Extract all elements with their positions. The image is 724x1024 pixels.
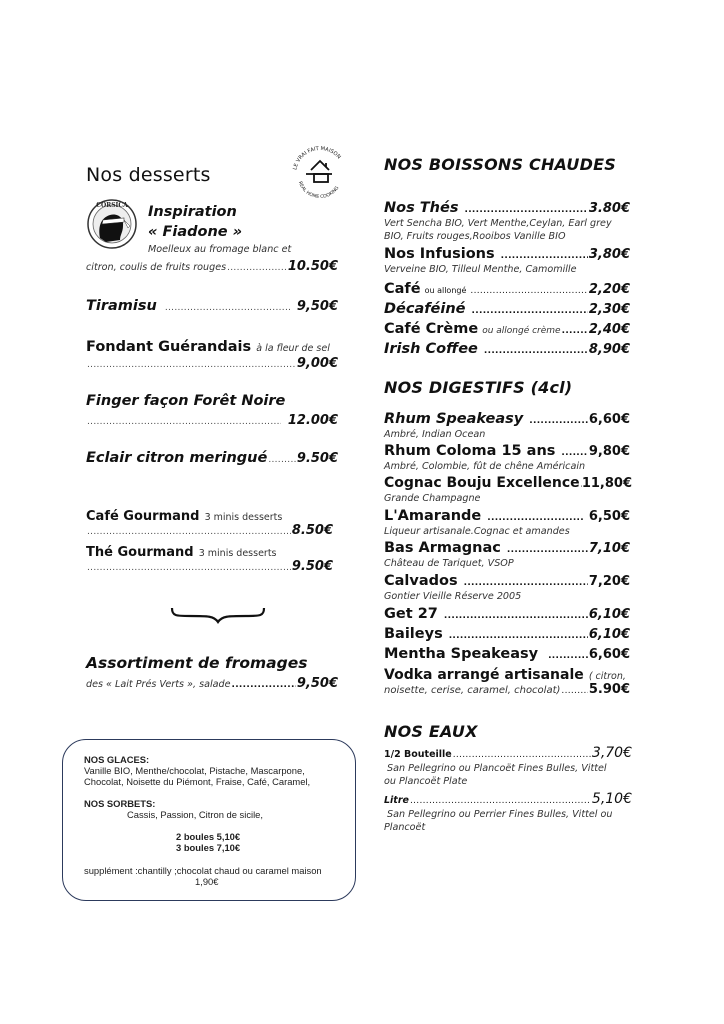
- sorbets-title: NOS SORBETS:: [84, 798, 156, 809]
- item-vodka-title: [384, 664, 626, 683]
- desserts-title: Nos desserts: [86, 164, 211, 186]
- item-tiramisu-row: [86, 298, 338, 314]
- item-get27-price: 6,10€: [588, 607, 630, 622]
- item-thes-row: [384, 200, 630, 216]
- item-decafeine-name: Décaféiné: [384, 301, 466, 317]
- leader-dots: [444, 611, 588, 621]
- item-rhum-coloma-name: Rhum Coloma 15 ans: [384, 443, 556, 459]
- item-baileys-name: Baileys: [384, 626, 443, 642]
- item-mentha-row: [384, 646, 630, 662]
- leader-dots: [87, 563, 291, 573]
- item-finger-price: 12.00€: [287, 413, 338, 428]
- item-the-gourmand-price: 9.50€: [291, 559, 333, 574]
- item-vodka-price: 5.90€: [588, 682, 630, 697]
- leader-dots: [470, 286, 587, 296]
- item-cafe-row: [384, 281, 630, 297]
- leader-dots: [453, 750, 591, 760]
- item-demi-bouteille-row: [384, 745, 632, 761]
- item-rhum-coloma-desc: Ambré, Colombie, fût de chêne Américain: [384, 461, 586, 472]
- leader-dots: [561, 686, 587, 696]
- item-amarande-price: 6,50€: [588, 509, 630, 524]
- item-armagnac-price: 7,10€: [588, 541, 630, 556]
- leader-dots: [449, 631, 588, 641]
- leader-dots: [87, 527, 291, 537]
- item-fiadone-name-line2: « Fiadone »: [148, 224, 243, 240]
- leader-dots: [231, 680, 295, 690]
- item-thes-price: 3.80€: [588, 201, 630, 216]
- item-fiadone-price: 10.50€: [287, 259, 338, 274]
- item-irish-name: Irish Coffee: [384, 341, 478, 357]
- leader-dots: [529, 416, 588, 426]
- digestifs-title: NOS DIGESTIFS (4cl): [384, 378, 573, 397]
- eaux-title: NOS EAUX: [384, 722, 478, 741]
- leader-dots: [464, 578, 588, 588]
- item-litre-price: 5,10€: [591, 791, 632, 807]
- item-cafe-note: ou allongé: [424, 286, 467, 295]
- item-thes-desc1: Vert Sencha BIO, Vert Menthe,Ceylan, Earl grey: [384, 218, 612, 229]
- item-infusions-row: [384, 246, 630, 262]
- item-calvados-row: [384, 573, 630, 589]
- item-cognac-price: 11,80€: [581, 476, 632, 491]
- item-fiadone-desc-line2: citron, coulis de fruits rouges: [86, 262, 227, 273]
- item-cafe-creme-price: 2,40€: [588, 322, 630, 337]
- item-demi-bouteille-desc2: ou Plancoët Plate: [384, 776, 468, 787]
- item-the-gourmand-title: [86, 541, 277, 560]
- item-fiadone-row: [86, 259, 338, 274]
- item-vodka-name: Vodka arrangé artisanale: [384, 667, 584, 683]
- sorbets-line: Cassis, Passion, Citron de sicile,: [127, 809, 263, 820]
- leader-dots: [487, 513, 584, 523]
- item-infusions-desc: Verveine BIO, Tilleul Menthe, Camomille: [384, 264, 577, 275]
- item-cognac-desc: Grande Champagne: [384, 493, 481, 504]
- leader-dots: [561, 448, 587, 458]
- item-fondant-note: à la fleur de sel: [256, 343, 330, 354]
- item-infusions-price: 3,80€: [588, 247, 630, 262]
- item-irish-row: [384, 341, 630, 357]
- item-cafe-creme-row: [384, 321, 630, 337]
- item-calvados-price: 7,20€: [588, 574, 630, 589]
- item-cafe-name: Café: [384, 281, 421, 297]
- item-finger-row: [86, 413, 338, 428]
- leader-dots: [87, 417, 281, 427]
- supplement-line1: supplément :chantilly ;chocolat chaud ou caramel maison: [84, 865, 322, 876]
- item-calvados-name: Calvados: [384, 573, 458, 589]
- item-tiramisu-name: Tiramisu: [86, 298, 157, 314]
- item-demi-bouteille-price: 3,70€: [591, 745, 632, 761]
- item-amarande-name: L'Amarande: [384, 508, 482, 524]
- item-fondant-name: Fondant Guérandais: [86, 339, 252, 355]
- item-cafe-gourmand-price: 8.50€: [291, 523, 333, 538]
- cheese-name: Assortiment de fromages: [86, 654, 308, 672]
- item-cafe-gourmand-note: 3 minis desserts: [204, 512, 283, 523]
- item-litre-row: [384, 791, 632, 807]
- item-vodka-row: [384, 682, 630, 697]
- item-demi-bouteille-desc1: San Pellegrino ou Plancoët Fines Bulles, Vittel: [384, 763, 607, 774]
- item-cognac-name: Cognac Bouju Excellence: [384, 475, 580, 491]
- item-rhum-speakeasy-desc: Ambré, Indian Ocean: [384, 429, 486, 440]
- item-decafeine-row: [384, 301, 630, 317]
- item-baileys-row: [384, 626, 630, 642]
- leader-dots: [562, 326, 588, 336]
- item-baileys-price: 6,10€: [588, 627, 630, 642]
- item-the-gourmand-row: [86, 559, 333, 574]
- fait-maison-house-icon: [284, 138, 356, 202]
- item-irish-price: 8,90€: [588, 342, 630, 357]
- item-cafe-creme-note: ou allongé crème: [482, 326, 561, 336]
- leader-dots: [472, 306, 588, 316]
- cheese-desc: des « Lait Prés Verts », salade: [86, 679, 231, 690]
- item-armagnac-row: [384, 540, 630, 556]
- item-cafe-creme-name: Café Crème: [384, 321, 479, 337]
- item-amarande-row: [384, 508, 630, 524]
- item-vodka-note1: ( citron,: [588, 671, 626, 682]
- item-rhum-coloma-row: [384, 443, 630, 459]
- item-thes-desc2: BIO, Fruits rouges,Rooibos Vanille BIO: [384, 231, 566, 242]
- glaces-line1: Vanille BIO, Menthe/chocolat, Pistache, Mascarpone,: [84, 765, 305, 776]
- item-thes-name: Nos Thés: [384, 200, 459, 216]
- item-litre-name: Litre: [384, 795, 409, 806]
- cheese-price: 9,50€: [296, 676, 338, 691]
- curly-brace-divider-icon: [170, 604, 266, 626]
- item-the-gourmand-note: 3 minis desserts: [198, 548, 277, 559]
- leader-dots: [87, 360, 296, 370]
- item-cafe-price: 2,20€: [588, 282, 630, 297]
- item-eclair-row: [86, 450, 338, 466]
- item-rhum-speakeasy-name: Rhum Speakeasy: [384, 411, 524, 427]
- item-fondant-title: [86, 336, 330, 355]
- item-decafeine-price: 2,30€: [588, 302, 630, 317]
- item-mentha-price: 6,60€: [588, 647, 630, 662]
- item-eclair-price: 9.50€: [296, 451, 338, 466]
- item-rhum-coloma-price: 9,80€: [588, 444, 630, 459]
- item-armagnac-desc: Château de Tariquet, VSOP: [384, 558, 514, 569]
- item-finger-name: Finger façon Forêt Noire: [86, 393, 286, 409]
- item-calvados-desc: Gontier Vieille Réserve 2005: [384, 591, 522, 602]
- item-cafe-gourmand-row: [86, 523, 333, 538]
- cheese-row: [86, 676, 338, 691]
- item-litre-desc1: San Pellegrino ou Perrier Fines Bulles, Vittel ou: [384, 809, 613, 820]
- item-vodka-note2: noisette, cerise, caramel, chocolat): [384, 685, 561, 696]
- svg-text:CORSICA: CORSICA: [96, 202, 128, 209]
- glaces-line2: Chocolat, Noisette du Piémont, Fraise, Café, Caramel,: [84, 776, 311, 787]
- leader-dots: [548, 651, 588, 661]
- item-fiadone-desc-line1: Moelleux au fromage blanc et: [148, 244, 292, 255]
- item-rhum-speakeasy-row: [384, 411, 630, 427]
- leader-dots: [268, 455, 296, 465]
- item-litre-desc2: Plancoët: [384, 822, 426, 833]
- svg-text:REAL HOME COOKING: REAL HOME COOKING: [296, 180, 341, 201]
- item-cognac-row: [384, 475, 632, 491]
- item-mentha-name: Mentha Speakeasy: [384, 646, 539, 662]
- boissons-chaudes-title: NOS BOISSONS CHAUDES: [384, 155, 616, 174]
- corsica-moor-head-icon: [86, 198, 138, 250]
- item-eclair-name: Eclair citron meringué: [86, 450, 268, 466]
- item-the-gourmand-name: Thé Gourmand: [86, 545, 194, 560]
- item-cafe-gourmand-title: [86, 505, 282, 524]
- price-3-boules: 3 boules 7,10€: [176, 842, 241, 853]
- item-fiadone-name-line1: Inspiration: [148, 204, 237, 220]
- item-tiramisu-price: 9,50€: [296, 299, 338, 314]
- item-demi-bouteille-name: 1/2 Bouteille: [384, 749, 452, 760]
- item-get27-name: Get 27: [384, 606, 438, 622]
- item-amarande-desc: Liqueur artisanale.Cognac et amandes: [384, 526, 570, 537]
- supplement-line2: 1,90€: [195, 876, 219, 887]
- leader-dots: [464, 205, 587, 215]
- item-get27-row: [384, 606, 630, 622]
- item-fondant-price: 9,00€: [296, 356, 338, 371]
- glaces-title: NOS GLACES:: [84, 754, 150, 765]
- item-infusions-name: Nos Infusions: [384, 246, 495, 262]
- item-cafe-gourmand-name: Café Gourmand: [86, 509, 200, 524]
- leader-dots: [507, 545, 588, 555]
- leader-dots: [484, 346, 588, 356]
- price-2-boules: 2 boules 5,10€: [176, 831, 241, 842]
- leader-dots: [227, 263, 287, 273]
- leader-dots: [501, 251, 588, 261]
- leader-dots: [410, 796, 591, 806]
- item-armagnac-name: Bas Armagnac: [384, 540, 501, 556]
- item-rhum-speakeasy-price: 6,60€: [588, 412, 630, 427]
- leader-dots: [165, 303, 292, 313]
- svg-text:LE VRAI FAIT MAISON: LE VRAI FAIT MAISON: [292, 145, 342, 171]
- item-fondant-row: [86, 356, 338, 371]
- ice-cream-box: [62, 739, 356, 901]
